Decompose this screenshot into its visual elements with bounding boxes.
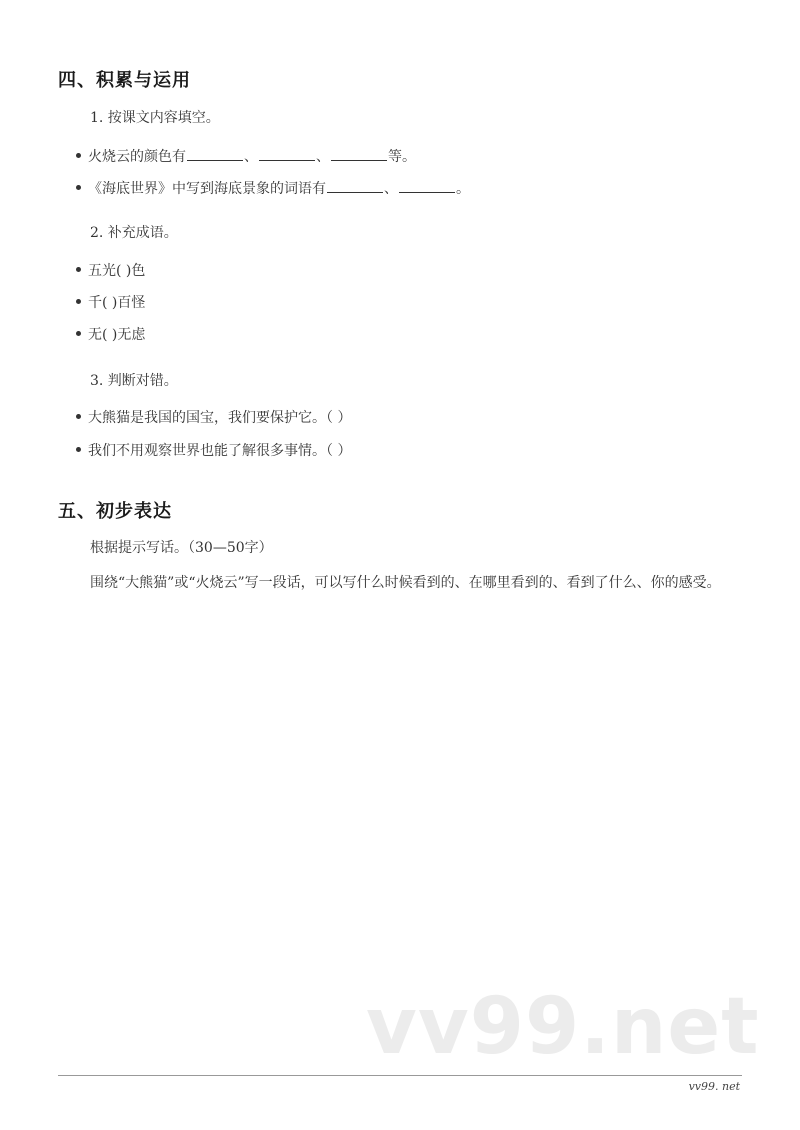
idiom-item[interactable]: 千( )百怪 xyxy=(76,292,145,312)
bullet-icon xyxy=(76,299,81,304)
section-five-title: 五、初步表达 xyxy=(58,501,172,522)
watermark-logo: vv99.net xyxy=(366,982,760,1072)
footer-site-label: vv99. net xyxy=(688,1080,740,1093)
bullet-icon xyxy=(76,185,81,190)
fill-blank-item-2: 《海底世界》中写到海底景象的词语有 、 。 xyxy=(76,178,470,198)
section-four-title: 四、积累与运用 xyxy=(58,70,191,91)
answer-blank[interactable] xyxy=(327,178,383,193)
question-1-label: 1. 按课文内容填空。 xyxy=(90,110,220,126)
question-2-label: 2. 补充成语。 xyxy=(90,225,178,241)
bullet-icon xyxy=(76,267,81,272)
bullet-icon xyxy=(76,153,81,158)
idiom-item[interactable]: 无( )无虑 xyxy=(76,324,145,344)
bullet-icon xyxy=(76,447,81,452)
writing-prompt: 围绕“大熊猫”或“火烧云”写一段话，可以写什么时候看到的、在哪里看到的、看到了什么、你的感受。 xyxy=(90,575,721,591)
idiom-item[interactable]: 五光( )色 xyxy=(76,260,145,280)
writing-instruction: 根据提示写话。（30—50字） xyxy=(90,540,273,556)
bullet-icon xyxy=(76,331,81,336)
true-false-item[interactable]: 我们不用观察世界也能了解很多事情。（ ） xyxy=(76,440,351,460)
answer-blank[interactable] xyxy=(331,146,387,161)
answer-blank[interactable] xyxy=(399,178,455,193)
answer-blank[interactable] xyxy=(187,146,243,161)
bullet-icon xyxy=(76,414,81,419)
question-3-label: 3. 判断对错。 xyxy=(90,373,178,389)
answer-blank[interactable] xyxy=(259,146,315,161)
true-false-item[interactable]: 大熊猫是我国的国宝，我们要保护它。（ ） xyxy=(76,407,351,427)
footer-divider xyxy=(58,1075,742,1076)
fill-blank-item-1: 火烧云的颜色有 、 、 等。 xyxy=(76,146,416,166)
